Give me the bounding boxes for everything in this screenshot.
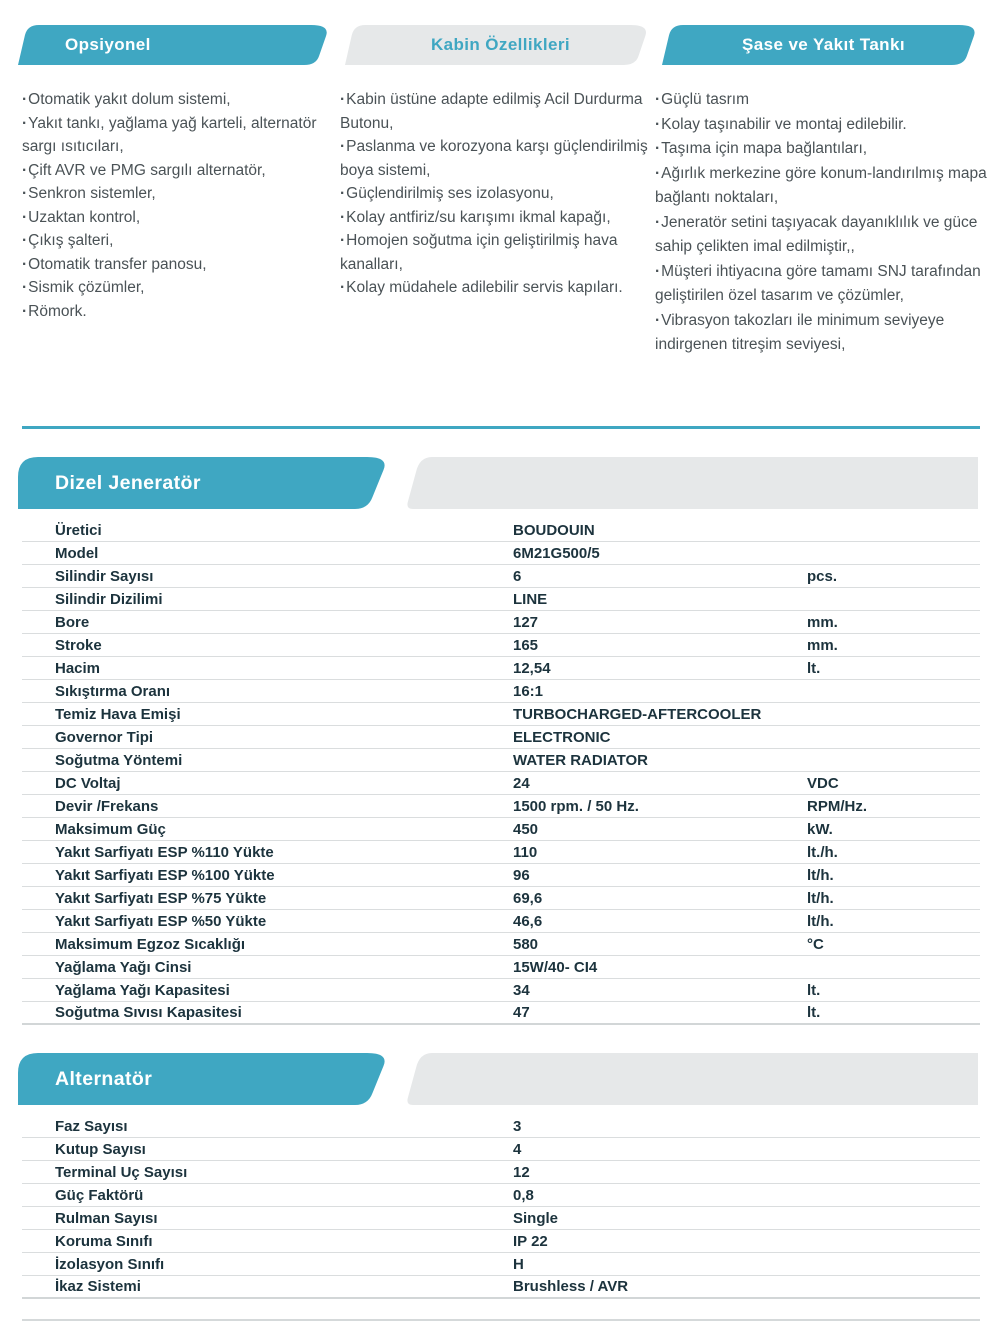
bullet-dot: ·	[22, 279, 28, 296]
tab-sase-ve-yakit-tanki-label: Şase ve Yakıt Tankı	[742, 35, 905, 54]
spec-label: Yağlama Yağı Kapasitesi	[55, 981, 230, 999]
bullet-item	[340, 206, 648, 230]
bullet-text: Senkron sistemler,	[28, 185, 156, 202]
table-row	[22, 542, 980, 565]
bullet-dot: ·	[655, 164, 661, 182]
table-row	[22, 588, 980, 611]
bullet-item	[22, 300, 324, 324]
spec-value: 15W/40- CI4	[513, 958, 598, 976]
spec-value: TURBOCHARGED-AFTERCOOLER	[513, 705, 762, 723]
table-row	[22, 680, 980, 703]
bullet-dot: ·	[655, 311, 661, 329]
spec-label: Temiz Hava Emişi	[55, 705, 181, 723]
table-row	[22, 749, 980, 772]
bullet-dot: ·	[22, 161, 28, 179]
bullet-text: Römork.	[28, 302, 87, 320]
bullet-item	[22, 229, 324, 253]
bullet-text: Vibrasyon takozları ile minimum seviyeye indirgenen titreşim seviyesi,	[655, 311, 945, 353]
spec-value: 16:1	[513, 682, 544, 700]
tab-opsiyonel-label: Opsiyonel	[65, 35, 151, 54]
bullet-item	[340, 182, 648, 206]
spec-value: 127	[513, 613, 539, 631]
bottom-line	[22, 1319, 980, 1321]
spec-value: 46,6	[513, 912, 543, 930]
bullet-item	[655, 113, 987, 138]
spec-label: İzolasyon Sınıfı	[55, 1255, 165, 1273]
table-row	[22, 1002, 980, 1025]
spec-label: Bore	[55, 613, 90, 631]
bullet-item	[22, 88, 324, 112]
bullet-item	[22, 253, 324, 277]
bullet-dot: ·	[340, 138, 346, 155]
bullet-dot: ·	[340, 185, 346, 202]
spec-table-alternator	[22, 1115, 980, 1299]
table-row	[22, 841, 980, 864]
bullet-item	[340, 135, 648, 182]
bullet-list-sase-ve-yakit-tanki	[655, 88, 987, 358]
header-gray-band	[404, 1053, 978, 1105]
tab-kabin-ozellikleri-label: Kabin Özellikleri	[430, 35, 571, 54]
bullet-item	[655, 260, 987, 309]
table-row	[22, 565, 980, 588]
bullet-text: Taşıma için mapa bağlantıları,	[661, 140, 868, 157]
spec-label: Yakıt Sarfiyatı ESP %100 Yükte	[55, 866, 275, 884]
table-row	[22, 1184, 980, 1207]
spec-value: 3	[513, 1117, 522, 1135]
bullet-text: Çift AVR ve PMG sargılı alternatör,	[28, 161, 266, 179]
table-row	[22, 519, 980, 542]
spec-unit: kW.	[807, 820, 833, 838]
spec-value: 96	[513, 866, 530, 884]
gray-band-shape	[404, 1053, 978, 1105]
spec-value: 165	[513, 636, 539, 654]
spec-label: Maksimum Egzoz Sıcaklığı	[55, 935, 246, 953]
header-gray-band	[404, 457, 978, 509]
bullet-item	[655, 162, 987, 211]
table-row	[22, 772, 980, 795]
bullet-list-kabin-ozellikleri	[340, 88, 648, 300]
section-header-dizel-jenerator	[18, 457, 985, 509]
gray-band-shape	[404, 457, 978, 509]
spec-value: LINE	[513, 590, 548, 608]
spec-value: 6M21G500/5	[513, 544, 600, 562]
table-row	[22, 887, 980, 910]
table-row	[22, 1115, 980, 1138]
spec-table-dizel-jenerator	[22, 519, 980, 1025]
bullet-dot: ·	[22, 232, 28, 249]
table-row	[22, 910, 980, 933]
bullet-dot: ·	[340, 91, 346, 108]
bullet-dot: ·	[340, 208, 346, 226]
spec-value: H	[513, 1255, 524, 1273]
spec-value: 110	[513, 843, 538, 861]
spec-value: 34	[513, 981, 530, 999]
table-row	[22, 611, 980, 634]
spec-value: 47	[513, 1004, 530, 1021]
bullet-dot: ·	[655, 91, 661, 108]
table-row	[22, 864, 980, 887]
spec-label: Koruma Sınıfı	[55, 1232, 153, 1250]
spec-unit: lt./h.	[807, 843, 838, 861]
spec-label: Yakıt Sarfiyatı ESP %50 Yükte	[55, 912, 267, 930]
spec-unit: pcs.	[807, 567, 838, 585]
table-row	[22, 634, 980, 657]
spec-label: Üretici	[55, 521, 102, 539]
spec-value: ELECTRONIC	[513, 728, 611, 746]
section-title: Dizel Jeneratör	[55, 472, 201, 494]
table-row	[22, 956, 980, 979]
bullet-text: Paslanma ve korozyona karşı güçlendirilmiş boya sistemi,	[340, 138, 648, 179]
spec-label: Governor Tipi	[55, 728, 154, 746]
bullet-item	[22, 112, 324, 159]
spec-label: Silindir Dizilimi	[55, 590, 163, 608]
table-row	[22, 1207, 980, 1230]
spec-label: İkaz Sistemi	[55, 1278, 141, 1295]
spec-unit: lt/h.	[807, 889, 834, 907]
bullet-text: Güçlendirilmiş ses izolasyonu,	[346, 185, 554, 202]
spec-unit: °C	[807, 935, 824, 953]
bullet-text: Kolay müdahele adilebilir servis kapıları.	[346, 279, 623, 296]
spec-unit: VDC	[807, 774, 839, 792]
tab-opsiyonel	[18, 25, 337, 65]
spec-label: Terminal Uç Sayısı	[55, 1163, 188, 1181]
spec-unit: lt.	[807, 981, 821, 999]
bullet-text: Uzaktan kontrol,	[28, 208, 141, 226]
bullet-text: Otomatik transfer panosu,	[28, 255, 207, 273]
bullet-dot: ·	[655, 115, 661, 133]
spec-label: Stroke	[55, 636, 102, 654]
bullet-text: Otomatik yakıt dolum sistemi,	[28, 91, 231, 108]
spec-label: Sıkıştırma Oranı	[55, 682, 171, 700]
spec-label: Yakıt Sarfiyatı ESP %75 Yükte	[55, 889, 267, 907]
bullet-item	[340, 88, 648, 135]
bullet-dot: ·	[22, 91, 28, 108]
table-row	[22, 1276, 980, 1299]
bullet-dot: ·	[22, 208, 28, 226]
table-row	[22, 726, 980, 749]
bullet-text: Sismik çözümler,	[28, 279, 145, 296]
bullet-dot: ·	[655, 262, 661, 280]
spec-value: Brushless / AVR	[513, 1278, 629, 1295]
bullet-text: Güçlü tasrım	[661, 91, 750, 108]
spec-label: DC Voltaj	[55, 774, 121, 792]
spec-value: 0,8	[513, 1186, 534, 1204]
bullet-dot: ·	[22, 185, 28, 202]
bullet-text: Kolay taşınabilir ve montaj edilebilir.	[661, 115, 907, 133]
spec-value: 580	[513, 935, 539, 953]
spec-label: Rulman Sayısı	[55, 1209, 158, 1227]
spec-unit: RPM/Hz.	[807, 797, 867, 815]
section-tab	[18, 1053, 403, 1105]
bullet-item	[655, 137, 987, 162]
tab-sase-ve-yakit-tanki	[662, 25, 985, 65]
spec-value: WATER RADIATOR	[513, 751, 648, 769]
spec-value: 450	[513, 820, 539, 838]
spec-value: 4	[513, 1140, 522, 1158]
bullet-text: Müşteri ihtiyacına göre tamamı SNJ tarafından geliştirilen özel tasarım ve çözümler,	[655, 262, 981, 304]
spec-value: 24	[513, 774, 530, 792]
bullet-text: Kolay antfiriz/su karışımı ikmal kapağı,	[346, 208, 611, 226]
section-header-alternator	[18, 1053, 985, 1105]
spec-label: Devir /Frekans	[55, 797, 159, 815]
bullet-dot: ·	[340, 232, 346, 249]
bullet-dot: ·	[340, 279, 346, 296]
spec-unit: mm.	[807, 636, 838, 654]
bullet-text: Yakıt tankı, yağlama yağ karteli, alternatör sargı ısıtıcıları,	[22, 114, 317, 155]
bullet-dot: ·	[22, 114, 28, 132]
spec-unit: lt/h.	[807, 912, 834, 930]
spec-label: Hacim	[55, 659, 101, 677]
bullet-text: Çıkış şalteri,	[28, 232, 114, 249]
spec-value: Single	[513, 1209, 559, 1227]
bullet-text: Ağırlık merkezine göre konum-landırılmış mapa bağlantı noktaları,	[655, 164, 987, 206]
spec-value: IP 22	[513, 1232, 548, 1250]
bullet-dot: ·	[22, 302, 28, 320]
spec-unit: lt.	[807, 659, 821, 677]
bullet-dot: ·	[655, 213, 661, 231]
spec-label: Silindir Sayısı	[55, 567, 154, 585]
bullet-item	[22, 276, 324, 300]
bullet-text: Kabin üstüne adapte edilmiş Acil Durdurma Butonu,	[340, 91, 643, 132]
bullet-item	[22, 182, 324, 206]
section-title: Alternatör	[55, 1068, 153, 1090]
spec-value: 69,6	[513, 889, 543, 907]
table-row	[22, 657, 980, 680]
bullet-item	[22, 206, 324, 230]
spec-value: 12,54	[513, 659, 551, 677]
spec-value: 6	[513, 567, 522, 585]
spec-value: 1500 rpm. / 50 Hz.	[513, 797, 639, 815]
spec-label: Soğutma Sıvısı Kapasitesi	[55, 1004, 242, 1021]
bullet-text: Homojen soğutma için geliştirilmiş hava kanalları,	[340, 232, 618, 273]
bullet-dot: ·	[655, 140, 661, 157]
section-divider	[22, 426, 980, 429]
table-row	[22, 1161, 980, 1184]
spec-label: Yağlama Yağı Cinsi	[55, 958, 192, 976]
spec-label: Soğutma Yöntemi	[55, 751, 183, 769]
spec-unit: lt/h.	[807, 866, 834, 884]
spec-label: Model	[55, 544, 99, 562]
spec-label: Faz Sayısı	[55, 1117, 128, 1135]
bullet-item	[22, 159, 324, 183]
bullet-item	[655, 211, 987, 260]
bullet-item	[655, 309, 987, 358]
spec-unit: lt.	[807, 1004, 821, 1021]
spec-label: Kutup Sayısı	[55, 1140, 146, 1158]
bullet-list-opsiyonel	[22, 88, 324, 323]
spec-value: 12	[513, 1163, 530, 1181]
table-row	[22, 933, 980, 956]
bullet-item	[340, 276, 648, 300]
spec-unit: mm.	[807, 613, 838, 631]
bullet-text: Jeneratör setini taşıyacak dayanıklılık ve güce sahip çelikten imal edilmiştir,,	[655, 213, 978, 255]
table-row	[22, 818, 980, 841]
table-row	[22, 703, 980, 726]
tab-kabin-ozellikleri	[345, 25, 656, 65]
section-tab	[18, 457, 403, 509]
bullet-item	[340, 229, 648, 276]
spec-value: BOUDOUIN	[513, 521, 595, 539]
table-row	[22, 1253, 980, 1276]
bullet-dot: ·	[22, 255, 28, 273]
spec-label: Güç Faktörü	[55, 1186, 144, 1204]
spec-label: Yakıt Sarfiyatı ESP %110 Yükte	[55, 843, 274, 861]
bullet-item	[655, 88, 987, 113]
table-row	[22, 1230, 980, 1253]
table-row	[22, 795, 980, 818]
table-row	[22, 1138, 980, 1161]
table-row	[22, 979, 980, 1002]
spec-label: Maksimum Güç	[55, 820, 166, 838]
